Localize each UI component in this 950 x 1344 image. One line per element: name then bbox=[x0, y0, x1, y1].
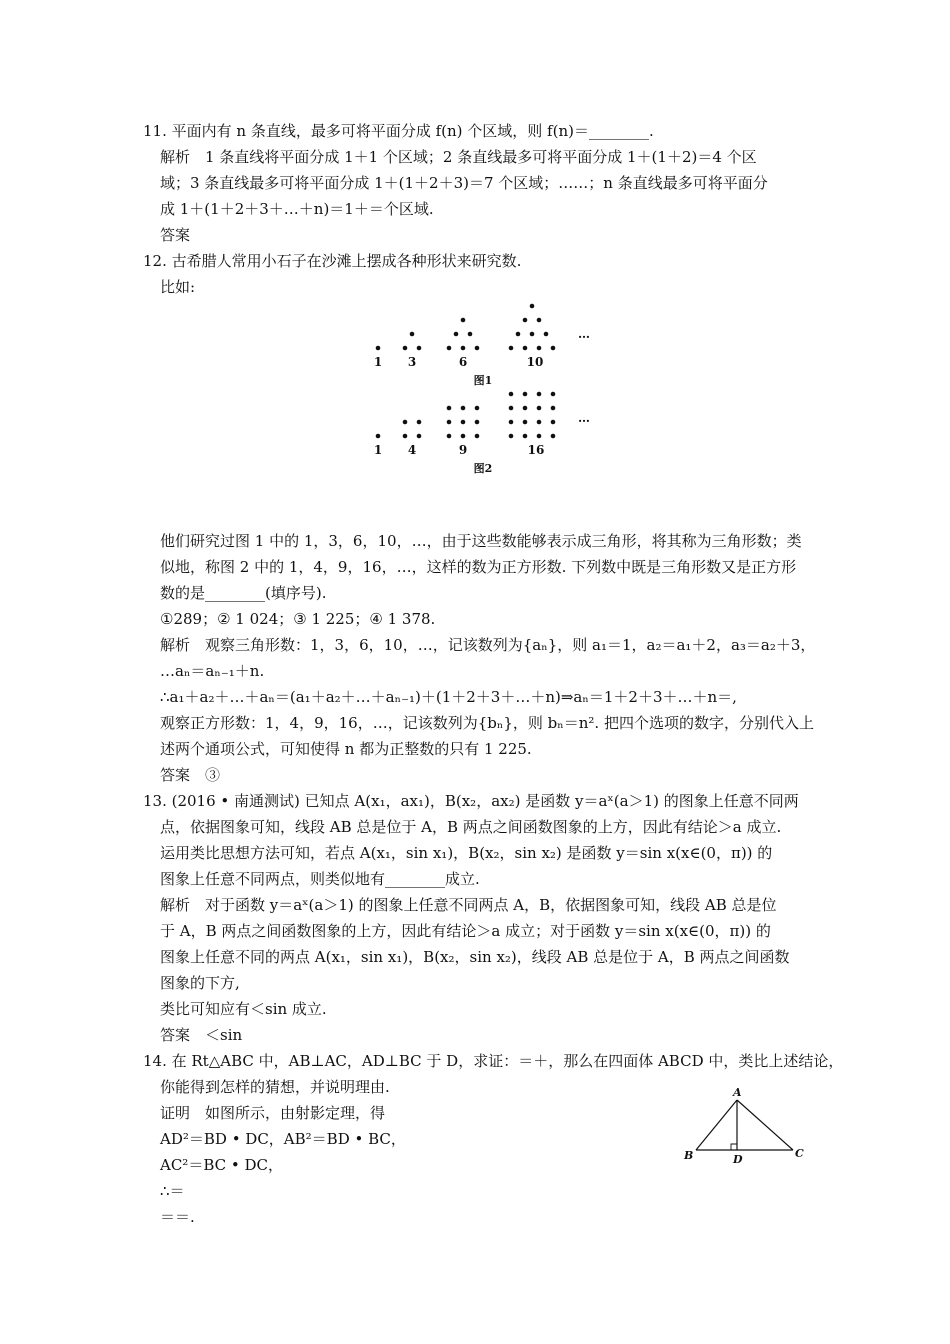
q12-options: ①289；② 1 024；③ 1 225；④ 1 378. bbox=[160, 610, 436, 628]
dot bbox=[509, 346, 514, 351]
dot bbox=[417, 420, 422, 425]
label-c: C bbox=[795, 1147, 804, 1160]
dot bbox=[523, 318, 528, 323]
dot bbox=[447, 434, 452, 439]
q12-text-line1: 他们研究过图 1 中的 1，3，6，10，…，由于这些数能够表示成三角形，将其称为三角形数；类 bbox=[160, 532, 802, 550]
dot bbox=[475, 434, 480, 439]
dot bbox=[523, 434, 528, 439]
dot bbox=[509, 434, 514, 439]
fig2-caption: 图2 bbox=[473, 462, 493, 475]
dot bbox=[461, 434, 466, 439]
q12-analysis-line1: 解析 观察三角形数：1，3，6，10，…，记该数列为{aₙ}，则 a₁＝1，a₂＝a₁＋2，a₃＝a₂＋3， bbox=[160, 636, 816, 654]
fig1-label-6: 6 bbox=[458, 355, 468, 369]
dot bbox=[537, 434, 542, 439]
dot bbox=[530, 332, 535, 337]
dot bbox=[475, 406, 480, 411]
dot bbox=[403, 434, 408, 439]
dot bbox=[537, 346, 542, 351]
q11-analysis-line1: 解析 1 条直线将平面分成 1＋1 个区域；2 条直线最多可将平面分成 1＋(1＋2)＝4 个区 bbox=[160, 148, 757, 166]
dot bbox=[417, 434, 422, 439]
dot bbox=[551, 346, 556, 351]
dot bbox=[475, 346, 480, 351]
q13-answer: 答案 ＜sin bbox=[160, 1026, 243, 1044]
dot bbox=[551, 434, 556, 439]
dot bbox=[537, 318, 542, 323]
q12-stem-line2: 比如: bbox=[160, 278, 196, 296]
dot bbox=[447, 420, 452, 425]
label-d: D bbox=[733, 1153, 743, 1166]
q13-stem-line3: 运用类比思想方法可知，若点 A(x₁，sin x₁)，B(x₂，sin x₂) 是函数 y＝sin x(x∈(0，π)) 的 bbox=[160, 844, 773, 862]
q12-text-line2: 似地，称图 2 中的 1，4，9，16，…，这样的数为正方形数. 下列数中既是三角形数又是正方形 bbox=[160, 558, 797, 576]
q14-proof-line5: ＝＝. bbox=[160, 1208, 195, 1226]
fig1-label-10: 10 bbox=[526, 355, 544, 369]
dot bbox=[461, 318, 466, 323]
q14-proof-line2: AD²＝BD • DC，AB²＝BD • BC， bbox=[160, 1130, 406, 1148]
q13-analysis-line2: 于 A，B 两点之间函数图象的上方，因此有结论＞a 成立；对于函数 y＝sin x(x∈(0，π)) 的 bbox=[160, 922, 771, 940]
q13-analysis-line3: 图象上任意不同的两点 A(x₁，sin x₁)，B(x₂，sin x₂)，线段 AB 总是位于 A，B 两点之间函数 bbox=[160, 948, 790, 966]
dot bbox=[461, 346, 466, 351]
square-numbers-figure bbox=[360, 388, 600, 478]
q12-analysis-line4: 观察正方形数：1，4，9，16，…，记该数列为{bₙ}，则 bₙ＝n². 把四个选项的数字，分别代入上 bbox=[160, 714, 814, 732]
dot bbox=[475, 420, 480, 425]
dot bbox=[403, 420, 408, 425]
side-ab bbox=[696, 1100, 737, 1150]
q12-stem-line1: 12. 古希腊人常用小石子在沙滩上摆成各种形状来研究数. bbox=[143, 252, 522, 270]
q13-stem-line2: 点，依据图象可知，线段 AB 总是位于 A，B 两点之间函数图象的上方，因此有结论＞a 成立. bbox=[160, 818, 782, 836]
q13-stem-line1: 13. (2016 • 南通测试) 已知点 A(x₁，ax₁)，B(x₂，ax₂) 是函数 y＝aˣ(a＞1) 的图象上任意不同两 bbox=[143, 792, 799, 810]
dot bbox=[509, 406, 514, 411]
dot bbox=[417, 346, 422, 351]
dot bbox=[523, 406, 528, 411]
q12-analysis-line3: ∴a₁＋a₂＋…＋aₙ＝(a₁＋a₂＋…＋aₙ₋₁)＋(1＋2＋3＋…＋n)⇒aₙ＝1＋2＋3＋…＋n＝, bbox=[160, 688, 737, 706]
q13-analysis-line1: 解析 对于函数 y＝aˣ(a＞1) 的图象上任意不同两点 A，B，依据图象可知，线段 AB 总是位 bbox=[160, 896, 777, 914]
dot bbox=[523, 392, 528, 397]
fig2-label-4: 4 bbox=[407, 443, 417, 457]
label-b: B bbox=[684, 1149, 694, 1162]
q12-answer: 答案 ③ bbox=[160, 766, 221, 784]
dot bbox=[544, 332, 549, 337]
q13-analysis-line5: 类比可知应有＜sin 成立. bbox=[160, 1000, 327, 1018]
dot bbox=[523, 346, 528, 351]
dot bbox=[523, 420, 528, 425]
dot bbox=[461, 420, 466, 425]
dot bbox=[509, 420, 514, 425]
triangular-numbers-figure bbox=[360, 296, 600, 396]
dot bbox=[447, 406, 452, 411]
dot bbox=[537, 406, 542, 411]
fig2-label-1: 1 bbox=[373, 443, 383, 457]
dot bbox=[530, 304, 535, 309]
dot bbox=[537, 420, 542, 425]
dot bbox=[551, 420, 556, 425]
q14-proof-line3: AC²＝BC • DC， bbox=[160, 1156, 283, 1174]
fig1-caption: 图1 bbox=[473, 374, 493, 387]
dot bbox=[447, 346, 452, 351]
q12-text-line3: 数的是________(填序号). bbox=[160, 584, 327, 602]
q14-proof-line1: 证明 如图所示，由射影定理，得 bbox=[160, 1104, 386, 1122]
dot bbox=[461, 406, 466, 411]
fig1-label-1: 1 bbox=[373, 355, 383, 369]
dot bbox=[454, 332, 459, 337]
dot bbox=[468, 332, 473, 337]
q11-analysis-line3: 成 1＋(1＋2＋3＋…＋n)＝1＋＝个区域. bbox=[160, 200, 434, 218]
dot bbox=[376, 434, 381, 439]
right-angle-mark bbox=[731, 1144, 737, 1150]
dot bbox=[509, 392, 514, 397]
fig1-ellipsis: … bbox=[578, 327, 590, 341]
q14-stem-line1: 14. 在 Rt△ABC 中，AB⊥AC，AD⊥BC 于 D，求证：＝＋，那么在四面体 ABCD 中，类比上述结论， bbox=[143, 1052, 844, 1070]
q11-stem: 11. 平面内有 n 条直线，最多可将平面分成 f(n) 个区域，则 f(n)＝________. bbox=[143, 122, 654, 140]
fig2-label-9: 9 bbox=[458, 443, 468, 457]
q12-analysis-line5: 述两个通项公式，可知使得 n 都为正整数的只有 1 225. bbox=[160, 740, 532, 758]
dot bbox=[376, 346, 381, 351]
dot bbox=[551, 406, 556, 411]
side-ac bbox=[737, 1100, 793, 1150]
q13-stem-line4: 图象上任意不同两点，则类似地有________成立. bbox=[160, 870, 480, 888]
fig2-ellipsis: … bbox=[578, 411, 590, 425]
q13-analysis-line4: 图象的下方, bbox=[160, 974, 240, 992]
dot bbox=[410, 332, 415, 337]
q14-proof-line4: ∴＝ bbox=[160, 1182, 185, 1200]
fig2-label-16: 16 bbox=[527, 443, 545, 457]
q14-stem-line2: 你能得到怎样的猜想，并说明理由. bbox=[160, 1078, 390, 1096]
fig1-label-3: 3 bbox=[407, 355, 417, 369]
dot bbox=[551, 392, 556, 397]
dot bbox=[537, 392, 542, 397]
label-a: A bbox=[733, 1086, 742, 1099]
q11-answer: 答案 bbox=[160, 226, 191, 244]
q11-analysis-line2: 域；3 条直线最多可将平面分成 1＋(1＋2＋3)＝7 个区域；……；n 条直线最多可将平面分 bbox=[160, 174, 768, 192]
q12-analysis-line2: …aₙ＝aₙ₋₁＋n. bbox=[160, 662, 265, 680]
dot bbox=[516, 332, 521, 337]
right-triangle-figure bbox=[680, 1082, 810, 1168]
dot bbox=[403, 346, 408, 351]
